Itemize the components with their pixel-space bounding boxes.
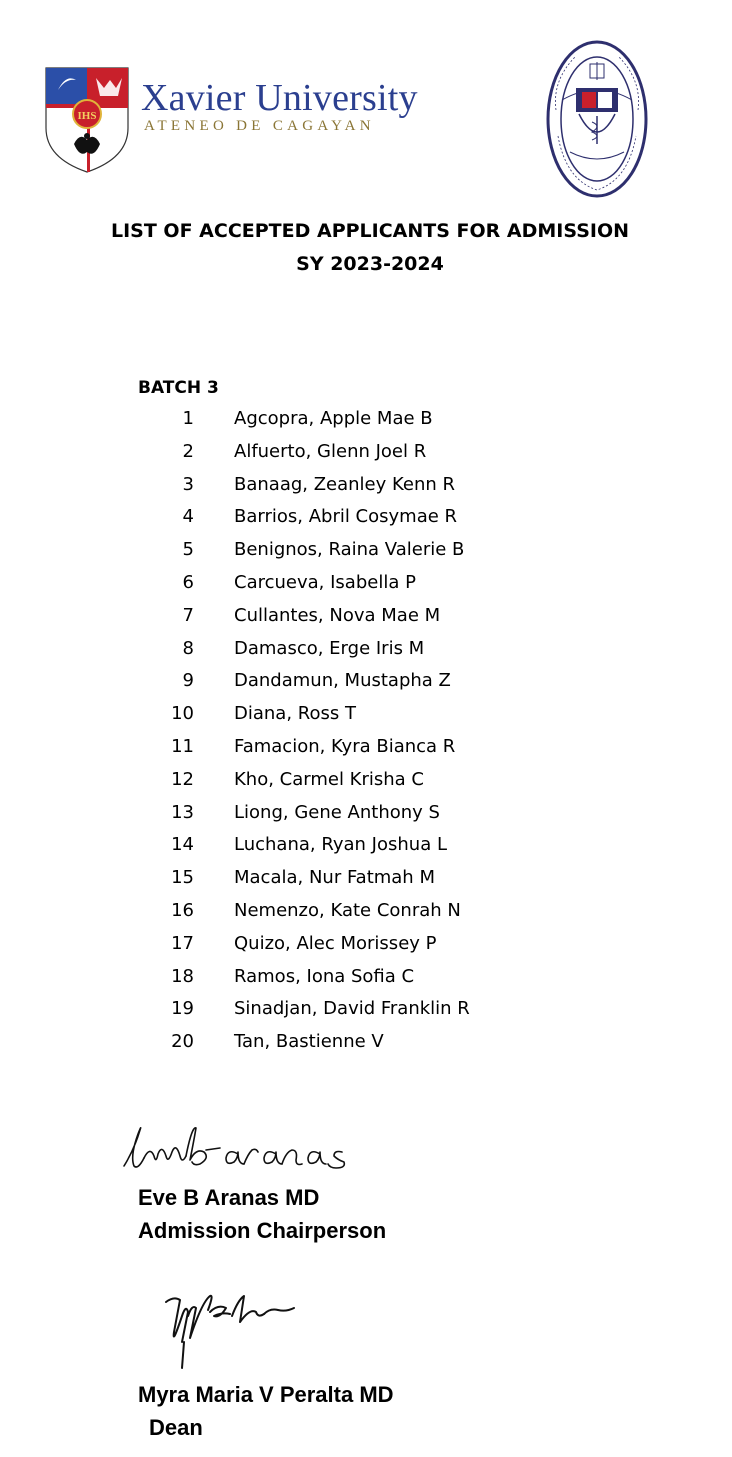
applicant-name: Diana, Ross T [234,703,356,725]
batch-label: BATCH 3 [138,378,219,398]
applicant-name: Carcueva, Isabella P [234,571,416,593]
applicant-name: Agcopra, Apple Mae B [234,408,433,429]
applicant-name: Ramos, Iona Sofia C [234,965,415,987]
applicant-name: Dandamun, Mustapha Z [234,670,451,692]
svg-text:IHS: IHS [77,110,97,122]
dean-title: Dean [149,1415,203,1440]
applicant-number: 8 [182,637,194,659]
list-item [138,634,558,667]
chairperson-title: Admission Chairperson [138,1218,387,1243]
list-item [138,437,558,470]
university-name: Xavier University [141,77,418,119]
applicant-number: 2 [182,440,194,462]
list-item [138,929,558,962]
list-item [138,896,558,929]
applicant-name: Kho, Carmel Krisha C [234,768,424,790]
applicant-number: 3 [182,473,194,495]
applicant-number: 9 [182,670,194,692]
applicant-name: Banaag, Zeanley Kenn R [234,473,456,495]
dean-name: Myra Maria V Peralta MD [138,1382,394,1407]
applicant-number: 17 [171,932,194,954]
applicant-list [138,404,558,1060]
list-item [138,535,558,568]
applicant-number: 18 [171,965,194,987]
applicant-name: Luchana, Ryan Joshua L [234,834,447,856]
applicant-number: 4 [182,506,194,528]
applicant-name: Liong, Gene Anthony S [234,801,440,823]
list-item [138,765,558,798]
list-item [138,568,558,601]
applicant-name: Famacion, Kyra Bianca R [234,735,456,757]
chairperson-signature [120,1120,412,1178]
list-item [138,830,558,863]
school-year: SY 2023-2024 [296,253,444,275]
applicant-number: 15 [171,867,194,889]
applicant-number: 20 [171,1031,194,1053]
dean-signature [160,1282,300,1374]
applicant-number: 16 [171,899,194,921]
applicant-name: Nemenzo, Kate Conrah N [234,899,461,921]
applicant-name: Quizo, Alec Morissey P [234,932,437,954]
applicant-number: 11 [171,735,194,757]
applicant-number: 10 [171,703,194,725]
chairperson-name: Eve B Aranas MD [138,1185,320,1210]
applicant-number: 19 [171,998,194,1020]
applicant-name: Alfuerto, Glenn Joel R [234,440,427,462]
list-item [138,732,558,765]
list-item [138,798,558,831]
list-item [138,699,558,732]
list-item [138,863,558,896]
list-item [138,502,558,535]
applicant-number: 1 [182,408,194,429]
applicant-number: 13 [171,801,194,823]
applicant-number: 14 [171,834,194,856]
list-item [138,994,558,1027]
jose-rizal-seal-icon [546,40,648,198]
list-item [138,404,558,437]
applicant-name: Macala, Nur Fatmah M [234,867,435,889]
applicant-number: 6 [182,571,194,593]
xavier-shield-icon [44,66,130,174]
document-title: LIST OF ACCEPTED APPLICANTS FOR ADMISSION [110,220,629,242]
applicant-number: 7 [182,604,194,626]
list-item [138,666,558,699]
applicant-name: Damasco, Erge Iris M [234,637,425,659]
applicant-name: Cullantes, Nova Mae M [234,604,441,626]
applicant-name: Barrios, Abril Cosymae R [234,506,458,528]
applicant-number: 5 [182,539,194,561]
list-item [138,1027,558,1060]
university-subtitle: ATENEO DE CAGAYAN [144,118,375,134]
applicant-name: Benignos, Raina Valerie B [234,539,465,561]
list-item [138,962,558,995]
applicant-name: Sinadjan, David Franklin R [234,998,470,1020]
list-item [138,470,558,503]
applicant-number: 12 [171,768,194,790]
list-item [138,601,558,634]
applicant-name: Tan, Bastienne V [234,1031,384,1053]
